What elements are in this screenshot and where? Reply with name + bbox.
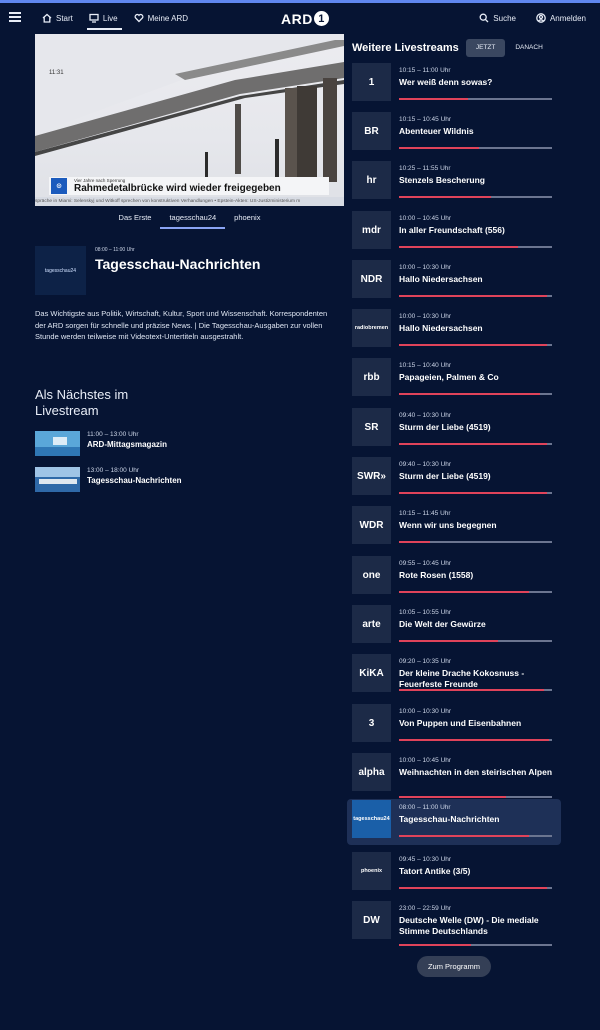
up-next-title: ARD-Mittagsmagazin — [87, 440, 168, 449]
channel-logo-icon: KiKA — [352, 654, 391, 692]
ard-logo[interactable] — [281, 10, 329, 27]
channel-logo-icon: tagesschau24 — [352, 800, 391, 838]
livestream-item[interactable] — [347, 308, 561, 354]
livestream-title: Die Welt der Gewürze — [399, 619, 486, 629]
tab-das-erste[interactable]: Das Erste — [118, 213, 152, 222]
livestream-time: 09:45 – 10:30 Uhr — [399, 856, 452, 863]
progress-fill — [399, 689, 544, 691]
progress-fill — [399, 98, 468, 100]
progress-fill — [399, 344, 547, 346]
show-thumbnail — [35, 246, 86, 295]
progress-bar — [399, 196, 552, 198]
progress-bar — [399, 835, 552, 837]
progress-fill — [399, 640, 498, 642]
livestream-title: Wenn wir uns begegnen — [399, 520, 497, 530]
show-time: 08:00 – 11:00 Uhr — [95, 247, 135, 253]
progress-bar — [399, 344, 552, 346]
livestream-item[interactable] — [347, 799, 561, 845]
livestream-item[interactable] — [347, 111, 561, 157]
toggle-jetzt[interactable]: JETZT — [466, 39, 506, 57]
logo-text: ARD — [281, 10, 313, 27]
nav-start-label: Start — [56, 13, 73, 23]
progress-fill — [399, 835, 529, 837]
progress-fill — [399, 541, 430, 543]
progress-fill — [399, 246, 518, 248]
progress-bar — [399, 739, 552, 741]
livestream-title: Deutsche Welle (DW) - Die mediale Stimme Deutschlands — [399, 915, 539, 936]
livestream-title: Wer weiß denn sowas? — [399, 77, 493, 87]
progress-bar — [399, 689, 552, 691]
progress-bar — [399, 887, 552, 889]
up-next-thumbnail — [35, 431, 80, 456]
livestream-title: Von Puppen und Eisenbahnen — [399, 718, 522, 728]
livestream-title: Sturm der Liebe (4519) — [399, 471, 491, 481]
tv-icon — [89, 13, 99, 23]
livestream-title: Weihnachten in den steirischen Alpen — [399, 767, 553, 777]
progress-fill — [399, 944, 471, 946]
progress-fill — [399, 393, 540, 395]
menu-icon[interactable] — [9, 12, 21, 23]
livestream-time: 23:00 – 22:59 Uhr — [399, 905, 452, 912]
up-next-item[interactable] — [35, 467, 275, 499]
tab-phoenix[interactable]: phoenix — [234, 213, 261, 222]
livestream-item[interactable] — [347, 357, 561, 403]
channel-logo-icon: 3 — [352, 704, 391, 742]
livestream-item[interactable] — [347, 555, 561, 601]
livestream-time: 10:25 – 11:55 Uhr — [399, 165, 451, 172]
livestream-time: 10:00 – 10:30 Uhr — [399, 313, 452, 320]
progress-bar — [399, 98, 552, 100]
livestream-time: 09:40 – 10:30 Uhr — [399, 461, 452, 468]
progress-bar — [399, 246, 552, 248]
top-header — [0, 3, 600, 33]
livestream-time: 08:00 – 11:00 Uhr — [399, 804, 451, 811]
livestream-title: Sturm der Liebe (4519) — [399, 422, 491, 432]
video-player[interactable] — [35, 34, 344, 206]
show-title: Tagesschau-Nachrichten — [95, 256, 261, 272]
livestream-time: 09:40 – 10:30 Uhr — [399, 412, 452, 419]
up-next-item[interactable] — [35, 431, 275, 463]
progress-bar — [399, 591, 552, 593]
progress-bar — [399, 393, 552, 395]
up-next-time: 11:00 – 13:00 Uhr — [87, 431, 139, 438]
progress-bar — [399, 944, 552, 946]
channel-logo-icon: arte — [352, 605, 391, 643]
livestream-time: 10:15 – 10:40 Uhr — [399, 362, 452, 369]
time-toggle — [466, 39, 553, 57]
livestream-item[interactable] — [347, 851, 561, 897]
channel-logo-icon: 1 — [352, 63, 391, 101]
livestream-time: 10:15 – 10:45 Uhr — [399, 116, 452, 123]
livestream-item[interactable] — [347, 703, 561, 749]
channel-logo-icon: radiobremen — [352, 309, 391, 347]
channel-logo-icon: alpha — [352, 753, 391, 791]
progress-fill — [399, 887, 547, 889]
nav-meine-ard[interactable] — [126, 3, 196, 33]
livestream-item[interactable] — [347, 505, 561, 551]
channel-logo-icon: SWR» — [352, 457, 391, 495]
progress-bar — [399, 640, 552, 642]
main-nav — [34, 3, 196, 33]
channel-logo-icon: SR — [352, 408, 391, 446]
up-next-title: Tagesschau-Nachrichten — [87, 476, 182, 485]
progress-fill — [399, 295, 547, 297]
nav-live[interactable] — [81, 3, 126, 33]
channel-logo-icon: NDR — [352, 260, 391, 298]
up-next-thumbnail — [35, 467, 80, 492]
up-next-time: 13:00 – 18:00 Uhr — [87, 467, 140, 474]
channel-logo-icon: mdr — [352, 211, 391, 249]
progress-fill — [399, 196, 491, 198]
news-ticker: spräche in Miami: Selenskyj und Witkoff sprechen von konstruktiven Verhandlungen • Epstein-Akten: US-Justizministerium m — [35, 197, 344, 206]
progress-fill — [399, 591, 529, 593]
livestream-time: 09:20 – 10:35 Uhr — [399, 658, 452, 665]
tab-tagesschau24[interactable]: tagesschau24 — [160, 209, 225, 231]
video-timestamp: 11:31 — [49, 70, 64, 76]
livestream-item[interactable] — [347, 604, 561, 650]
livestream-time: 10:00 – 10:30 Uhr — [399, 264, 452, 271]
search-button[interactable] — [479, 13, 516, 23]
show-thumbnail-label: tagesschau24 — [44, 267, 77, 274]
channel-logo-icon: one — [352, 556, 391, 594]
livestream-title: Tatort Antike (3/5) — [399, 866, 471, 876]
livestream-time: 10:00 – 10:45 Uhr — [399, 215, 452, 222]
login-button[interactable] — [536, 13, 586, 23]
livestream-item[interactable] — [347, 752, 561, 798]
livestream-title: Hallo Niedersachsen — [399, 274, 483, 284]
livestream-item[interactable] — [347, 653, 561, 699]
zum-programm-button[interactable]: Zum Programm — [417, 956, 491, 977]
livestream-item[interactable] — [347, 210, 561, 256]
livestreams-title: Weitere Livestreams — [352, 42, 459, 54]
login-label: Anmelden — [549, 13, 586, 23]
livestream-title: Hallo Niedersachsen — [399, 323, 483, 333]
progress-bar — [399, 443, 552, 445]
livestream-time: 10:15 – 11:45 Uhr — [399, 510, 451, 517]
channel-logo-icon: phoenix — [352, 852, 391, 890]
channel-logo-icon: hr — [352, 161, 391, 199]
livestream-time: 10:15 – 11:00 Uhr — [399, 67, 451, 74]
progress-fill — [399, 796, 506, 798]
show-description: Das Wichtigste aus Politik, Wirtschaft, Kultur, Sport und Wissenschaft. Korrespondenten der ARD sorgen für schnelle und präzise News. | Die Tagesschau-Ausgaben zur vollen Stunde werden teilweise mit Videotext-Untertiteln ausgestrahlt. — [35, 309, 328, 341]
lower-third-kicker: Vier Jahre nach Sperrung — [74, 178, 126, 183]
news-lower-third — [49, 177, 329, 195]
progress-bar — [399, 541, 552, 543]
livestream-title: Tagesschau-Nachrichten — [399, 814, 500, 824]
progress-bar — [399, 796, 552, 798]
progress-fill — [399, 739, 549, 741]
livestream-item[interactable] — [347, 259, 561, 305]
livestream-title: Stenzels Bescherung — [399, 175, 485, 185]
home-icon — [42, 13, 52, 23]
livestream-title: Rote Rosen (1558) — [399, 570, 474, 580]
livestream-time: 09:55 – 10:45 Uhr — [399, 560, 452, 567]
livestream-title: Der kleine Drache Kokosnuss - Feuerfeste Freunde — [399, 668, 525, 689]
livestream-item[interactable] — [347, 62, 561, 108]
livestream-item[interactable] — [347, 160, 561, 206]
livestreams-header — [352, 37, 582, 59]
livestream-time: 10:00 – 10:45 Uhr — [399, 757, 452, 764]
progress-fill — [399, 443, 547, 445]
nav-meine-ard-label: Meine ARD — [147, 13, 189, 23]
livestream-time: 10:05 – 10:55 Uhr — [399, 609, 452, 616]
channel-logo-icon: WDR — [352, 506, 391, 544]
progress-bar — [399, 295, 552, 297]
livestream-item[interactable] — [347, 407, 561, 453]
nav-start[interactable] — [34, 3, 81, 33]
nav-live-label: Live — [102, 13, 118, 23]
livestream-item[interactable] — [347, 456, 561, 502]
progress-bar — [399, 492, 552, 494]
channel-logo-icon: DW — [352, 901, 391, 939]
channel-logo-icon: rbb — [352, 358, 391, 396]
livestream-item[interactable] — [347, 900, 561, 946]
heart-icon — [134, 13, 144, 23]
channel-tabs — [35, 209, 344, 231]
user-icon — [536, 13, 546, 23]
toggle-danach[interactable]: DANACH — [515, 44, 543, 51]
lower-third-title: Rahmedetalbrücke wird wieder freigegeben — [74, 183, 281, 194]
header-actions — [459, 3, 586, 33]
livestream-title: In aller Freundschaft (556) — [399, 225, 505, 235]
logo-one-icon: 1 — [314, 11, 329, 26]
livestream-title: Abenteuer Wildnis — [399, 126, 474, 136]
search-icon — [479, 13, 489, 23]
tagesschau-logo-icon: ⊙ — [51, 178, 67, 194]
search-label: Suche — [493, 13, 516, 23]
progress-fill — [399, 492, 547, 494]
progress-bar — [399, 147, 552, 149]
livestream-title: Papageien, Palmen & Co — [399, 372, 499, 382]
up-next-heading: Als Nächstes im Livestream — [35, 387, 129, 418]
livestream-time: 10:00 – 10:30 Uhr — [399, 708, 452, 715]
progress-fill — [399, 147, 479, 149]
channel-logo-icon: BR — [352, 112, 391, 150]
